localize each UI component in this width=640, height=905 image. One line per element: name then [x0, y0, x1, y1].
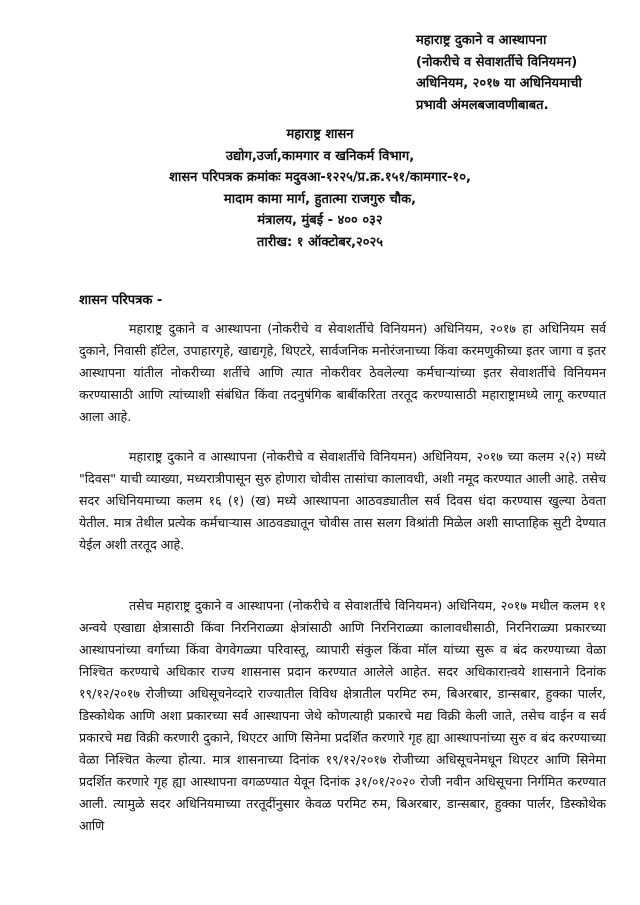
circular-date: तारीख: १ ऑक्टोबर,२०२५ — [256, 234, 384, 250]
body-paragraph: तसेच महाराष्ट्र दुकाने व आस्थापना (नोकरीचे व सेवाशर्तीचे विनियमन) अधिनियम, २०१७ मधील कलम ११ अन्वये एखाद्या क्षेत्रासाठी किंवा निरनिराळ्या क्षेत्रांसाठी आणि निरनिराळ्या कालावधीसाठी, निरनिराळ्या प्रकारच्या आस्थापनांच्या वर्गाच्या किंवा वेगवेगळ्या परिवास्तू, व्यापारी संकुल किंवा मॉल यांच्या सुरू व बंद करण्याच्या वेळा निश्चित करण्याचे अधिकार राज्य शासनास प्रदान करण्यात आलेले आहेत. सदर अधिकाराऩ्वये शासनाने दिनांक १९/१२/२०१७ रोजीच्या अधिसूचनेव्दारे राज्यातील विविध क्षेत्रातील परमिट रुम, बिअरबार, डान्सबार, हुक्का पार्लर, डिस्कोथेक आणि अशा प्रकारच्या सर्व आस्थापना जेथे कोणत्याही प्रकारचे मद्य विक्री केली जाते, तसेच वाईन व सर्व प्रकारचे मद्य विक्री करणारी दुकाने, थिएटर आणि सिनेमा प्रदर्शित करणारे गृह ह्या आस्थापनांच्या सुरु व बंद करण्याच्या वेळा निश्चित केल्या होत्या. मात्र शासनाच्या दिनांक १९/१२/२०१७ रोजीच्या अधिसूचनेमधून थिएटर आणि सिनेमा प्रदर्शित करणारे गृह ह्या आस्थापना वगळण्यात येवून दिनांक ३१/०१/२०२० रोजी नवीन अधिसूचना निर्गमित करण्यात आली. त्यामुळे सदर अधिनियमाच्या तरतूदींनुसार केवळ परमिट रुम, बिअरबार, डान्सबार, हुक्का पार्लर, डिस्कोथेक आणि — [79, 598, 606, 833]
body-paragraph: महाराष्ट्र दुकाने व आस्थापना (नोकरीचे व सेवाशर्तीचे विनियमन) अधिनियम, २०१७ हा अधिनियम सर्व दुकाने, निवासी हॉटेल, उपाहारगृहे, खाद्यगृहे, थिएटरे, सार्वजनिक मनोरंजनाच्या किंवा करमणुकीच्या इतर जागा व इतर आस्थापना यांतील नोकरीच्या शर्तीचे आणि त्यात नोकरीवर ठेवलेल्या कर्मचाऱ्यांच्या इतर सेवाशर्तीचे विनियमन करण्यासाठी आणि त्यांच्याशी संबंधित किंवा तदनुषंगिक बाबींकरिता तरतूद करण्यासाठी महाराष्ट्रामध्ये लागू करण्यात आला आहे. — [79, 321, 606, 424]
subject-block — [416, 30, 626, 116]
circular-heading: शासन परिपत्रक - — [79, 293, 163, 308]
address-line: मादाम कामा मार्ग, हुतात्मा राजगुरु चौक, — [223, 191, 417, 207]
subject-line: प्रभावी अंमलबजावणीबाबत. — [416, 97, 549, 113]
government-name: महाराष्ट्र शासन — [286, 127, 354, 142]
circular-number: शासन परिपत्रक क्रमांकः मदुवआ-१२२५/प्र.क्र.१५१/कामगार-१०, — [169, 170, 471, 185]
subject-line: (नोकरीचे व सेवाशर्तीचे विनियमन) — [416, 54, 578, 70]
department-name: उद्योग,उर्जा,कामगार व खनिकर्म विभाग, — [225, 148, 415, 164]
address-city: मंत्रालय, मुंबई - ४०० ०३२ — [257, 213, 383, 228]
letterhead — [150, 124, 490, 253]
body-paragraph: महाराष्ट्र दुकाने व आस्थापना (नोकरीचे व सेवाशर्तीचे विनियमन) अधिनियम, २०१७ च्या कलम २(२) मध्ये "दिवस" याची व्याख्या, मध्यरात्रीपासून सुरु होणारा चोवीस तासांचा कालावधी, अशी नमूद करण्यात आली आहे. तसेच सदर अधिनियमाच्या कलम १६ (१) (ख) मध्ये आस्थापना आठवड्यातील सर्व दिवस धंदा करण्यास खुल्या ठेवता येतील. मात्र तेथील प्रत्येक कर्मचाऱ्यास आठवड्यातून चोवीस तास सलग विश्रांती मिळेल अशी साप्ताहिक सुटी देण्यात येईल अशी तरतूद आहे. — [79, 449, 606, 552]
subject-line: अधिनियम, २०१७ या अधिनियमाची — [416, 76, 582, 91]
subject-line: महाराष्ट्र दुकाने व आस्थापना — [416, 33, 547, 48]
